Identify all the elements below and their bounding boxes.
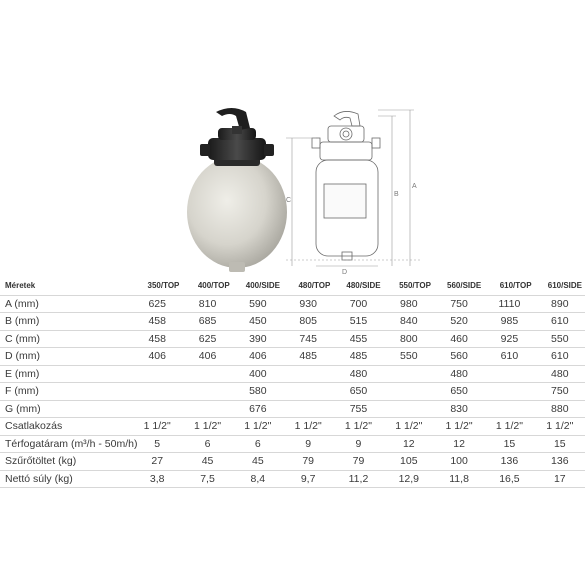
table-cell: 550 [535,330,585,348]
table-cell: 1 1/2" [182,418,232,436]
row-label: A (mm) [0,295,132,313]
table-cell [283,383,333,401]
table-cell: 79 [333,453,383,471]
table-cell [182,365,232,383]
table-cell: 676 [233,400,283,418]
table-cell: 980 [384,295,434,313]
table-cell: 485 [283,348,333,366]
table-cell: 610 [535,348,585,366]
column-header: 350/TOP [132,278,182,295]
table-cell: 45 [182,453,232,471]
table-cell [132,383,182,401]
table-row [0,313,585,331]
table-cell: 520 [434,313,484,331]
column-header: 610/TOP [484,278,534,295]
table-cell: 16,5 [484,470,534,488]
table-cell: 12 [384,435,434,453]
table-cell: 805 [283,313,333,331]
table-cell: 458 [132,330,182,348]
table-cell: 745 [283,330,333,348]
row-label: Nettó súly (kg) [0,470,132,488]
table-cell: 755 [333,400,383,418]
table-cell: 11,2 [333,470,383,488]
table-cell: 17 [535,470,585,488]
row-label: Térfogatáram (m³/h - 50m/h) [0,435,132,453]
table-cell: 610 [535,313,585,331]
table-cell: 400 [233,365,283,383]
table-cell: 15 [484,435,534,453]
column-header: 400/SIDE [233,278,283,295]
table-cell: 685 [182,313,232,331]
row-label: C (mm) [0,330,132,348]
table-cell: 485 [333,348,383,366]
table-cell: 1 1/2" [384,418,434,436]
table-cell: 9 [333,435,383,453]
table-cell: 1110 [484,295,534,313]
table-cell: 480 [333,365,383,383]
dimension-label-d: D [342,269,348,276]
table-cell: 27 [132,453,182,471]
table-cell: 1 1/2" [535,418,585,436]
table-cell [484,400,534,418]
row-label: G (mm) [0,400,132,418]
row-label: Szűrőtöltet (kg) [0,453,132,471]
row-label: B (mm) [0,313,132,331]
table-cell: 1 1/2" [434,418,484,436]
table-cell: 136 [484,453,534,471]
table-cell: 406 [233,348,283,366]
table-cell: 550 [384,348,434,366]
table-cell: 1 1/2" [283,418,333,436]
table-cell: 458 [132,313,182,331]
table-row [0,418,585,436]
column-header: Méretek [0,278,132,295]
table-cell: 625 [132,295,182,313]
table-cell: 45 [233,453,283,471]
table-cell: 750 [434,295,484,313]
dimension-label-c: C [286,197,292,204]
table-row [0,330,585,348]
table-cell [182,383,232,401]
table-cell: 460 [434,330,484,348]
technical-dimension-drawing [272,98,432,280]
table-cell: 650 [434,383,484,401]
table-cell: 15 [535,435,585,453]
table-cell [132,365,182,383]
table-cell: 7,5 [182,470,232,488]
column-header: 480/SIDE [333,278,383,295]
table-cell [484,383,534,401]
table-header-row [0,278,585,295]
table-cell: 750 [535,383,585,401]
table-cell: 8,4 [233,470,283,488]
table-cell: 6 [182,435,232,453]
table-cell [384,383,434,401]
table-row [0,400,585,418]
table-row [0,295,585,313]
table-cell: 3,8 [132,470,182,488]
table-cell: 930 [283,295,333,313]
table-cell: 9,7 [283,470,333,488]
table-cell: 12 [434,435,484,453]
table-cell: 406 [182,348,232,366]
table-cell: 590 [233,295,283,313]
column-header: 400/TOP [182,278,232,295]
table-cell: 455 [333,330,383,348]
table-row [0,365,585,383]
table-cell: 12,9 [384,470,434,488]
table-cell: 925 [484,330,534,348]
table-cell: 136 [535,453,585,471]
column-header: 560/SIDE [434,278,484,295]
dimension-label-a: A [412,183,417,190]
table-cell: 800 [384,330,434,348]
row-label: Csatlakozás [0,418,132,436]
table-cell: 1 1/2" [132,418,182,436]
table-cell [384,365,434,383]
table-cell [384,400,434,418]
table-cell [283,400,333,418]
table-cell: 11,8 [434,470,484,488]
table-cell: 1 1/2" [233,418,283,436]
table-cell: 390 [233,330,283,348]
table-cell: 480 [434,365,484,383]
table-cell: 1 1/2" [484,418,534,436]
table-cell: 625 [182,330,232,348]
table-row [0,435,585,453]
table-cell: 5 [132,435,182,453]
table-cell: 560 [434,348,484,366]
table-cell: 6 [233,435,283,453]
table-cell: 985 [484,313,534,331]
table-cell: 515 [333,313,383,331]
table-cell: 79 [283,453,333,471]
dimensions-table [0,278,585,488]
table-cell: 1 1/2" [333,418,383,436]
table-cell [283,365,333,383]
table-cell: 450 [233,313,283,331]
table-cell: 810 [182,295,232,313]
table-cell: 100 [434,453,484,471]
table-row [0,470,585,488]
table-cell: 700 [333,295,383,313]
table-row [0,383,585,401]
row-label: F (mm) [0,383,132,401]
row-label: D (mm) [0,348,132,366]
table-cell: 650 [333,383,383,401]
table-cell: 105 [384,453,434,471]
table-cell: 610 [484,348,534,366]
table-cell: 840 [384,313,434,331]
table-row [0,348,585,366]
row-label: E (mm) [0,365,132,383]
table-cell [182,400,232,418]
table-cell: 890 [535,295,585,313]
column-header: 610/SIDE [535,278,585,295]
table-cell: 480 [535,365,585,383]
table-cell: 830 [434,400,484,418]
dimension-label-b: B [394,191,399,198]
column-header: 550/TOP [384,278,434,295]
table-cell: 9 [283,435,333,453]
table-cell: 880 [535,400,585,418]
table-cell [132,400,182,418]
table-cell [484,365,534,383]
column-header: 480/TOP [283,278,333,295]
table-cell: 580 [233,383,283,401]
table-cell: 406 [132,348,182,366]
table-row [0,453,585,471]
